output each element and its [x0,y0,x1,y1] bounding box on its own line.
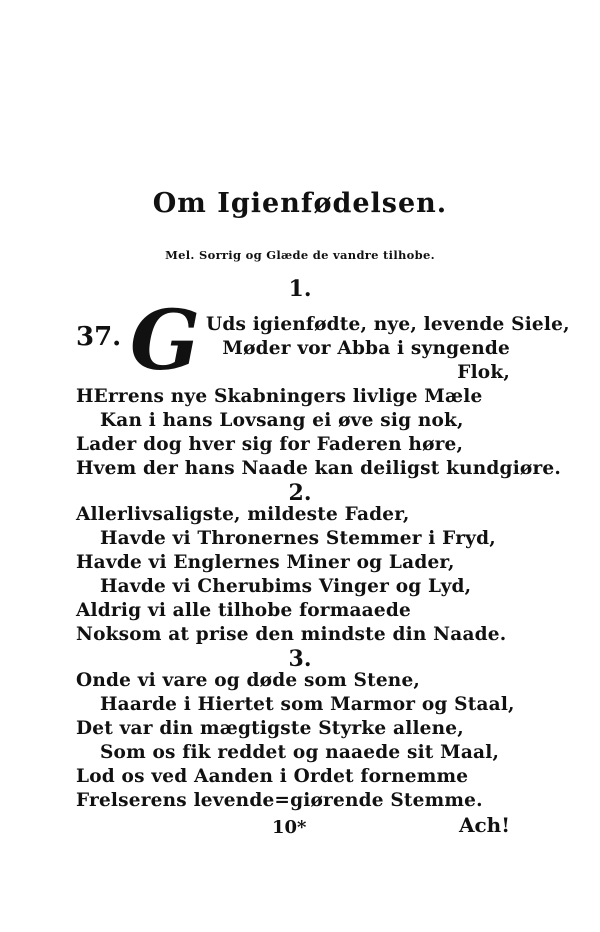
signature-mark: 10* [272,817,307,838]
verse-line: Uds igienfødte, nye, levende Siele, [206,314,570,335]
verse-line: Havde vi Englernes Miner og Lader, [76,552,455,573]
verse-line: Aldrig vi alle tilhobe formaaede [76,600,411,621]
drop-cap: G [130,293,201,389]
verse-line: Havde vi Cherubims Vinger og Lyd, [100,576,472,597]
verse-line: Møder vor Abba i syngende [222,338,510,359]
page-title: Om Igienfødelsen. [152,188,448,219]
verse-line: Lader dog hver sig for Faderen høre, [76,434,464,455]
verse-line: Allerlivsaligste, mildeste Fader, [76,504,410,525]
verse-line: Frelserens levende=giørende Stemme. [76,790,483,811]
verse-line: Lod os ved Aanden i Ordet fornemme [76,766,469,787]
verse-line: Som os fik reddet og naaede sit Maal, [100,742,500,763]
verse-number: 2. [288,480,312,506]
verse-line: Haarde i Hiertet som Marmor og Staal, [100,694,515,715]
verse-line: Havde vi Thronernes Stemmer i Fryd, [100,528,496,549]
verse-number: 1. [288,276,312,302]
catchword: Ach! [458,813,510,837]
verse-number: 3. [288,646,312,672]
verse-line: Noksom at prise den mindste din Naade. [76,624,507,645]
hymn-number: 37. [76,322,122,352]
melody-note: Mel. Sorrig og Glæde de vandre tilhobe. [165,248,435,262]
verse-line: Det var din mægtigste Styrke allene, [76,718,464,739]
verse-line: Onde vi vare og døde som Stene, [76,670,421,691]
verse-line: Hvem der hans Naade kan deiligst kundgiøre. [76,458,562,479]
verse-line: Flok, [457,362,510,383]
verse-line: Kan i hans Lovsang ei øve sig nok, [100,410,464,431]
verse-line: HErrens nye Skabningers livlige Mæle [76,386,483,407]
